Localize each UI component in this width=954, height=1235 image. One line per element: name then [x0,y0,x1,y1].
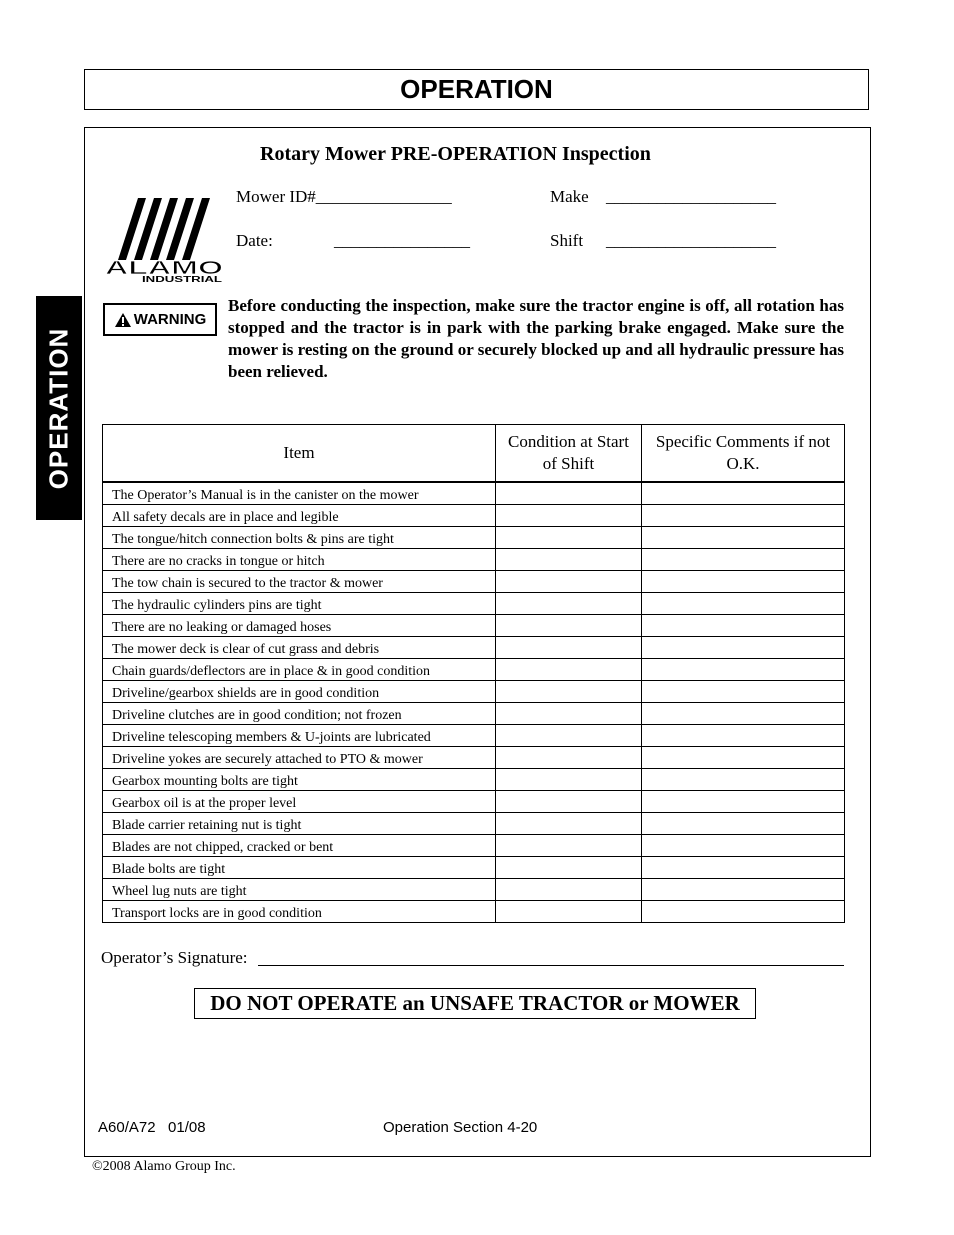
condition-cell[interactable] [496,549,642,571]
comments-cell[interactable] [642,725,845,747]
table-row [103,681,845,703]
comments-cell[interactable] [642,483,845,505]
table-row [103,857,845,879]
comments-cell[interactable] [642,637,845,659]
page-header [84,69,869,110]
do-not-operate-notice [194,988,756,1019]
comments-cell[interactable] [642,505,845,527]
comments-cell[interactable] [642,615,845,637]
comments-cell[interactable] [642,659,845,681]
comments-cell[interactable] [642,593,845,615]
condition-cell[interactable] [496,703,642,725]
table-row [103,549,845,571]
item-cell: Blade carrier retaining nut is tight [103,813,496,835]
condition-cell[interactable] [496,659,642,681]
table-row [103,791,845,813]
item-cell: Gearbox mounting bolts are tight [103,769,496,791]
item-cell: Wheel lug nuts are tight [103,879,496,901]
make-blank: ____________________ [606,187,776,206]
item-cell: The tongue/hitch connection bolts & pins are tight [103,527,496,549]
comments-cell[interactable] [642,747,845,769]
condition-cell[interactable] [496,681,642,703]
warning-badge [103,303,217,336]
condition-cell[interactable] [496,571,642,593]
signature-line [258,965,844,966]
comments-cell[interactable] [642,549,845,571]
condition-cell[interactable] [496,747,642,769]
item-cell: Driveline/gearbox shields are in good condition [103,681,496,703]
warning-text: Before conducting the inspection, make sure the tractor engine is off, all rotation has stopped and the tractor is in park with the parking brake engaged. Make sure the mower is resting on the ground or securely blocked up and all hydraulic pressure has been relieved. [228,296,844,381]
comments-cell[interactable] [642,681,845,703]
table-row [103,637,845,659]
warning-triangle-icon [114,312,132,328]
table-row [103,659,845,681]
condition-cell[interactable] [496,901,642,923]
condition-cell[interactable] [496,637,642,659]
comments-cell[interactable] [642,703,845,725]
condition-cell[interactable] [496,527,642,549]
condition-cell[interactable] [496,857,642,879]
item-cell: The hydraulic cylinders pins are tight [103,593,496,615]
item-cell: Blade bolts are tight [103,857,496,879]
table-row [103,725,845,747]
item-cell: Blades are not chipped, cracked or bent [103,835,496,857]
table-row [103,835,845,857]
condition-cell[interactable] [496,483,642,505]
alamo-logo [102,194,226,284]
item-cell: Driveline yokes are securely attached to PTO & mower [103,747,496,769]
table-row [103,483,845,505]
item-cell: Driveline telescoping members & U-joints are lubricated [103,725,496,747]
comments-cell[interactable] [642,857,845,879]
item-cell: The Operator’s Manual is in the canister on the mower [103,483,496,505]
logo-subtext: INDUSTRIAL [142,275,223,284]
table-row [103,615,845,637]
table-row [103,769,845,791]
condition-cell[interactable] [496,725,642,747]
comments-cell[interactable] [642,769,845,791]
shift-blank: ____________________ [606,231,776,250]
notice-text: DO NOT OPERATE an UNSAFE TRACTOR or MOWER [210,991,740,1015]
comments-cell[interactable] [642,835,845,857]
comments-cell[interactable] [642,879,845,901]
form-title: Rotary Mower PRE-OPERATION Inspection [260,143,651,165]
condition-cell[interactable] [496,813,642,835]
table-row [103,505,845,527]
table-row [103,593,845,615]
table-row [103,527,845,549]
condition-cell[interactable] [496,835,642,857]
comments-cell[interactable] [642,791,845,813]
side-tab [36,296,82,520]
table-row [103,571,845,593]
table-row [103,813,845,835]
condition-cell[interactable] [496,505,642,527]
mower-id-field: Mower ID#________________ [236,187,452,206]
table-row [103,703,845,725]
comments-cell[interactable] [642,571,845,593]
table-row [103,901,845,923]
comments-cell[interactable] [642,527,845,549]
item-cell: Gearbox oil is at the proper level [103,791,496,813]
item-cell: All safety decals are in place and legible [103,505,496,527]
condition-cell[interactable] [496,879,642,901]
item-cell: There are no cracks in tongue or hitch [103,549,496,571]
item-cell: Driveline clutches are in good condition; not frozen [103,703,496,725]
comments-cell[interactable] [642,813,845,835]
condition-cell[interactable] [496,791,642,813]
inspection-table [102,424,844,923]
date-blank: ________________ [334,231,470,250]
footer-model: A60/A72 01/08 [98,1119,206,1136]
header-comments: Specific Comments if not O.K. [642,425,845,482]
footer-section: Operation Section 4-20 [383,1119,538,1136]
table-row [103,879,845,901]
item-cell: Chain guards/deflectors are in place & in good condition [103,659,496,681]
item-cell: There are no leaking or damaged hoses [103,615,496,637]
header-item: Item [103,425,496,482]
date-label: Date: [236,231,273,250]
header-condition: Condition at Start of Shift [496,425,642,482]
condition-cell[interactable] [496,615,642,637]
item-cell: The tow chain is secured to the tractor & mower [103,571,496,593]
shift-label: Shift [550,231,584,250]
logo-text: ALAMO [105,258,223,278]
table-row [103,747,845,769]
comments-cell[interactable] [642,901,845,923]
condition-cell[interactable] [496,593,642,615]
page-header-title: OPERATION [400,74,553,104]
make-label: Make [550,187,589,206]
condition-cell[interactable] [496,769,642,791]
warning-badge-label: WARNING [133,311,207,328]
side-tab-label: OPERATION [43,327,74,489]
copyright: ©2008 Alamo Group Inc. [92,1159,236,1174]
signature-label: Operator’s Signature: [101,948,248,967]
item-cell: Transport locks are in good condition [103,901,496,923]
item-cell: The mower deck is clear of cut grass and debris [103,637,496,659]
